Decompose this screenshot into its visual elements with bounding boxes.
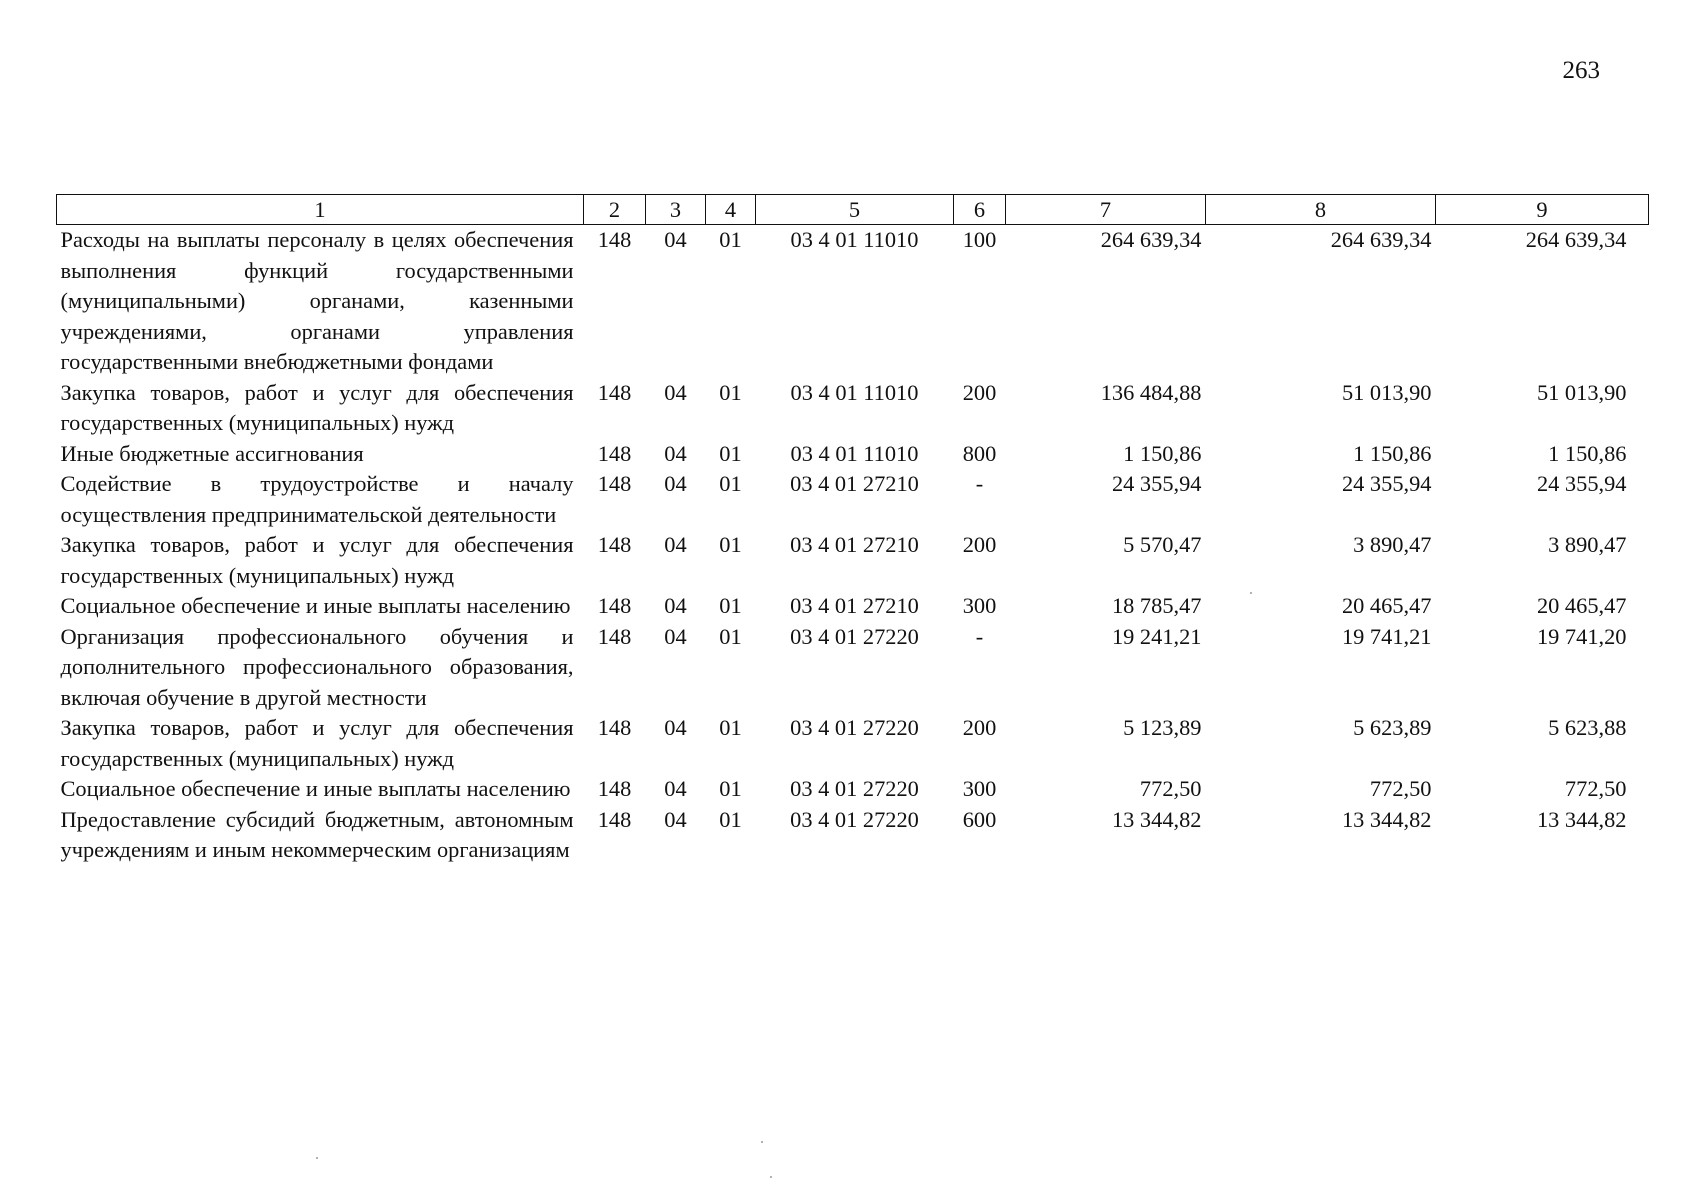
- row-section-code: 04: [664, 623, 687, 649]
- row-description: Социальное обеспечение и иные выплаты населению: [60, 776, 571, 801]
- table-row: [57, 774, 1649, 805]
- row-amount-8: 19 741,21: [1341, 623, 1432, 649]
- row-amount-7: 13 344,82: [1111, 806, 1202, 832]
- scan-speck: [1250, 592, 1252, 594]
- row-target-code: 03 4 01 27210: [790, 471, 919, 496]
- column-header: 9: [1436, 195, 1649, 225]
- row-ministry-code: 148: [597, 776, 632, 801]
- scan-speck: [761, 1141, 763, 1143]
- row-ministry-code: 148: [597, 471, 632, 496]
- table-header-row: [57, 195, 1649, 225]
- row-amount-8: 1 150,86: [1353, 440, 1432, 466]
- row-amount-8: 5 623,89: [1353, 715, 1432, 740]
- scan-speck: [770, 1176, 772, 1178]
- row-description: Предоставление субсидий бюджетным, автономным учреждениям и иным некоммерческим организациям: [60, 806, 574, 862]
- budget-table: [56, 194, 1649, 866]
- row-amount-8: 24 355,94: [1341, 471, 1432, 496]
- row-amount-7: 264 639,34: [1100, 227, 1202, 252]
- row-amount-7: 772,50: [1139, 776, 1202, 801]
- row-subsection-code: 01: [719, 379, 742, 405]
- column-header: 8: [1206, 195, 1436, 225]
- row-amount-8: 3 890,47: [1353, 532, 1432, 557]
- row-target-code: 03 4 01 27220: [790, 806, 919, 832]
- row-subsection-code: 01: [719, 227, 742, 252]
- row-ministry-code: 148: [597, 593, 632, 618]
- column-header: 7: [1006, 195, 1206, 225]
- row-section-code: 04: [664, 593, 687, 618]
- table-row: [57, 439, 1649, 470]
- row-subsection-code: 01: [719, 715, 742, 740]
- row-ministry-code: 148: [597, 440, 632, 466]
- row-subsection-code: 01: [719, 440, 742, 466]
- row-expense-type: 200: [962, 532, 997, 557]
- table-row: [57, 622, 1649, 714]
- row-description: Закупка товаров, работ и услуг для обеспечения государственных (муниципальных) нужд: [60, 532, 574, 588]
- row-amount-9: 3 890,47: [1548, 532, 1627, 557]
- row-expense-type: 800: [962, 440, 997, 466]
- column-header: 5: [756, 195, 954, 225]
- row-expense-type: 600: [962, 806, 997, 832]
- row-section-code: 04: [664, 806, 687, 832]
- row-amount-7: 5 123,89: [1123, 715, 1202, 740]
- row-amount-9: 1 150,86: [1548, 440, 1627, 466]
- table-row: [57, 805, 1649, 866]
- row-description: Иные бюджетные ассигнования: [60, 440, 364, 466]
- row-section-code: 04: [664, 715, 687, 740]
- column-header: 6: [954, 195, 1006, 225]
- row-expense-type: 100: [962, 227, 997, 252]
- row-ministry-code: 148: [597, 623, 632, 649]
- row-ministry-code: 148: [597, 227, 632, 252]
- scan-speck: [316, 1157, 318, 1159]
- row-section-code: 04: [664, 440, 687, 466]
- row-amount-8: 20 465,47: [1341, 593, 1432, 618]
- row-amount-8: 51 013,90: [1341, 379, 1432, 405]
- row-expense-type: 200: [962, 379, 997, 405]
- page-number: 263: [1562, 57, 1600, 84]
- row-ministry-code: 148: [597, 532, 632, 557]
- row-section-code: 04: [664, 471, 687, 496]
- row-amount-7: 1 150,86: [1123, 440, 1202, 466]
- row-subsection-code: 01: [719, 471, 742, 496]
- column-header: 1: [57, 195, 584, 225]
- column-header: 3: [646, 195, 706, 225]
- row-amount-9: 20 465,47: [1536, 593, 1627, 618]
- row-target-code: 03 4 01 27220: [790, 715, 919, 740]
- row-target-code: 03 4 01 11010: [790, 227, 919, 252]
- row-amount-9: 19 741,20: [1536, 623, 1627, 649]
- table-row: [57, 591, 1649, 622]
- row-section-code: 04: [664, 532, 687, 557]
- row-subsection-code: 01: [719, 776, 742, 801]
- row-target-code: 03 4 01 11010: [790, 440, 919, 466]
- row-expense-type: 300: [962, 593, 997, 618]
- row-target-code: 03 4 01 27210: [790, 532, 919, 557]
- row-subsection-code: 01: [719, 623, 742, 649]
- row-subsection-code: 01: [719, 532, 742, 557]
- row-subsection-code: 01: [719, 806, 742, 832]
- row-amount-7: 5 570,47: [1123, 532, 1202, 557]
- row-amount-9: 13 344,82: [1536, 806, 1627, 832]
- row-subsection-code: 01: [719, 593, 742, 618]
- row-ministry-code: 148: [597, 379, 632, 405]
- table-row: [57, 378, 1649, 439]
- table-row: [57, 225, 1649, 378]
- table-row: [57, 469, 1649, 530]
- column-header: 2: [584, 195, 646, 225]
- row-ministry-code: 148: [597, 715, 632, 740]
- row-target-code: 03 4 01 11010: [790, 379, 919, 405]
- column-header: 4: [706, 195, 756, 225]
- row-amount-8: 13 344,82: [1341, 806, 1432, 832]
- table-row: [57, 713, 1649, 774]
- row-amount-8: 772,50: [1369, 776, 1432, 801]
- row-target-code: 03 4 01 27220: [790, 776, 919, 801]
- row-description: Закупка товаров, работ и услуг для обеспечения государственных (муниципальных) нужд: [60, 715, 574, 771]
- row-description: Организация профессионального обучения и дополнительного профессионального образования, включая обучение в другой местности: [60, 623, 574, 710]
- row-amount-9: 772,50: [1564, 776, 1627, 801]
- row-amount-7: 18 785,47: [1111, 593, 1202, 618]
- row-description: Социальное обеспечение и иные выплаты населению: [60, 593, 571, 618]
- row-expense-type: 300: [962, 776, 997, 801]
- row-expense-type: 200: [962, 715, 997, 740]
- row-description: Закупка товаров, работ и услуг для обеспечения государственных (муниципальных) нужд: [60, 379, 574, 435]
- row-amount-9: 24 355,94: [1536, 471, 1627, 496]
- row-amount-7: 19 241,21: [1111, 623, 1202, 649]
- row-amount-7: 24 355,94: [1111, 471, 1202, 496]
- row-section-code: 04: [664, 379, 687, 405]
- row-target-code: 03 4 01 27220: [790, 623, 919, 649]
- row-target-code: 03 4 01 27210: [790, 593, 919, 618]
- row-section-code: 04: [664, 227, 687, 252]
- row-amount-9: 51 013,90: [1536, 379, 1627, 405]
- row-amount-8: 264 639,34: [1330, 227, 1432, 252]
- row-ministry-code: 148: [597, 806, 632, 832]
- row-amount-9: 5 623,88: [1548, 715, 1627, 740]
- row-amount-9: 264 639,34: [1525, 227, 1627, 252]
- row-description: Расходы на выплаты персоналу в целях обеспечения выполнения функций государственными (муниципальными) органами, казенными учреждениями, органами управления государственными внебюджетными фондами: [60, 227, 574, 374]
- row-expense-type: -: [975, 623, 984, 649]
- row-section-code: 04: [664, 776, 687, 801]
- row-description: Содействие в трудоустройстве и началу осуществления предпринимательской деятельности: [60, 471, 574, 527]
- row-amount-7: 136 484,88: [1100, 379, 1202, 405]
- table-row: [57, 530, 1649, 591]
- row-expense-type: -: [975, 471, 984, 496]
